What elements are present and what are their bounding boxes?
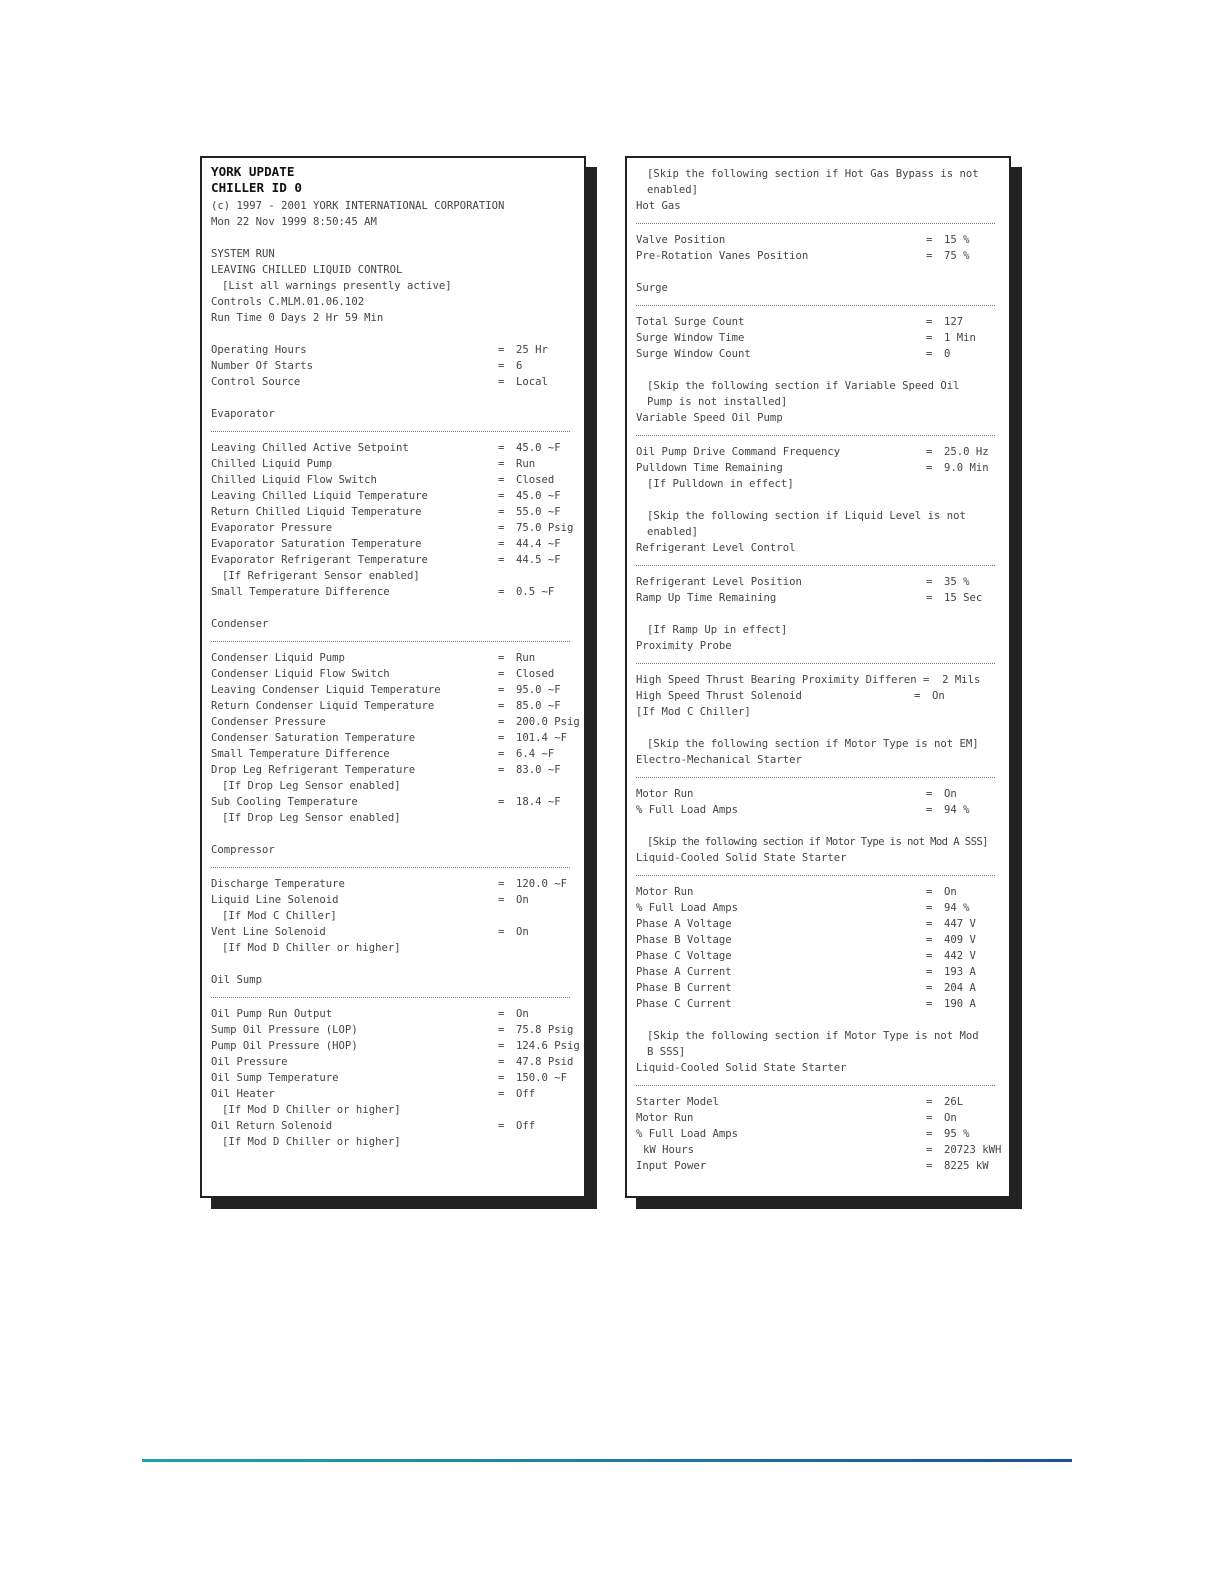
field-value: 200.0 Psig (516, 716, 580, 728)
field-label: Condenser Saturation Temperature (211, 732, 416, 744)
field-label: Discharge Temperature (211, 878, 345, 890)
text-line: Refrigerant Level Control (636, 542, 796, 554)
field-value: Off (516, 1120, 536, 1132)
field-label: Sump Oil Pressure (LOP) (211, 1024, 358, 1036)
section-divider (636, 305, 995, 306)
field-label: Surge Window Count (636, 348, 751, 360)
field-value: 44.5 ~F (516, 554, 561, 566)
note-line: [Skip the following section if Variable Speed Oil (647, 380, 960, 392)
field-value: 8225 kW (944, 1160, 989, 1172)
section-divider (211, 431, 570, 432)
field-label: Liquid Line Solenoid (211, 894, 339, 906)
equals-sign: = (914, 690, 921, 702)
equals-sign: = (926, 886, 933, 898)
text-line: High Speed Thrust Bearing Proximity Differen = 2 Mils (636, 674, 981, 686)
equals-sign: = (498, 1056, 505, 1068)
field-label: kW Hours (643, 1144, 695, 1156)
field-value: 45.0 ~F (516, 442, 561, 454)
field-value: On (516, 894, 529, 906)
field-label: Oil Sump Temperature (211, 1072, 339, 1084)
equals-sign: = (498, 764, 505, 776)
field-label: Phase A Voltage (636, 918, 732, 930)
field-label: Leaving Condenser Liquid Temperature (211, 684, 441, 696)
text-line: Electro-Mechanical Starter (636, 754, 802, 766)
equals-sign: = (498, 506, 505, 518)
equals-sign: = (926, 576, 933, 588)
field-label: Small Temperature Difference (211, 748, 390, 760)
text-line: Evaporator (211, 408, 275, 420)
field-value: 45.0 ~F (516, 490, 561, 502)
equals-sign: = (926, 804, 933, 816)
report-title: YORK UPDATE (211, 164, 295, 179)
field-value: 190 A (944, 998, 976, 1010)
field-value: 101.4 ~F (516, 732, 568, 744)
field-label: Return Chilled Liquid Temperature (211, 506, 422, 518)
field-value: 124.6 Psig (516, 1040, 580, 1052)
equals-sign: = (498, 1072, 505, 1084)
field-value: 18.4 ~F (516, 796, 561, 808)
field-label: Oil Pressure (211, 1056, 288, 1068)
field-label: Oil Pump Drive Command Frequency (636, 446, 841, 458)
equals-sign: = (926, 788, 933, 800)
section-divider (636, 435, 995, 436)
field-label: High Speed Thrust Solenoid (636, 690, 802, 702)
field-value: 25 Hr (516, 344, 548, 356)
equals-sign: = (926, 1144, 933, 1156)
field-label: Control Source (211, 376, 301, 388)
field-label: Phase B Current (636, 982, 732, 994)
note-line: [If Mod D Chiller or higher] (222, 1136, 401, 1148)
section-divider (636, 875, 995, 876)
note-line: enabled] (647, 526, 699, 538)
section-divider (636, 565, 995, 566)
field-label: Chilled Liquid Flow Switch (211, 474, 377, 486)
text-line: Compressor (211, 844, 275, 856)
chiller-id: CHILLER ID 0 (211, 180, 302, 195)
field-value: 15 % (944, 234, 970, 246)
field-label: % Full Load Amps (636, 902, 739, 914)
note-line: [If Mod D Chiller or higher] (222, 942, 401, 954)
equals-sign: = (498, 748, 505, 760)
equals-sign: = (498, 668, 505, 680)
field-label: Phase A Current (636, 966, 732, 978)
note-line: [If Ramp Up in effect] (647, 624, 788, 636)
field-value: 150.0 ~F (516, 1072, 568, 1084)
field-label: Starter Model (636, 1096, 719, 1108)
section-divider (211, 867, 570, 868)
equals-sign: = (498, 652, 505, 664)
equals-sign: = (926, 316, 933, 328)
text-line: Surge (636, 282, 668, 294)
equals-sign: = (926, 1160, 933, 1172)
field-value: On (932, 690, 945, 702)
field-label: Pre-Rotation Vanes Position (636, 250, 809, 262)
field-value: 95 % (944, 1128, 970, 1140)
field-value: 204 A (944, 982, 976, 994)
equals-sign: = (498, 716, 505, 728)
text-line: Hot Gas (636, 200, 681, 212)
field-label: Valve Position (636, 234, 726, 246)
right-report-panel (625, 156, 1011, 1198)
field-value: 20723 kWH (944, 1144, 1002, 1156)
field-label: Oil Heater (211, 1088, 275, 1100)
field-label: Refrigerant Level Position (636, 576, 802, 588)
equals-sign: = (498, 1024, 505, 1036)
field-value: 120.0 ~F (516, 878, 568, 890)
field-value: Closed (516, 474, 555, 486)
field-label: Sub Cooling Temperature (211, 796, 358, 808)
field-label: Total Surge Count (636, 316, 745, 328)
field-value: 6 (516, 360, 523, 372)
field-value: 1 Min (944, 332, 976, 344)
field-value: On (944, 1112, 957, 1124)
text-line: Run Time 0 Days 2 Hr 59 Min (211, 312, 384, 324)
field-label: Motor Run (636, 788, 694, 800)
text-line: LEAVING CHILLED LIQUID CONTROL (211, 264, 403, 276)
text-line: (c) 1997 - 2001 YORK INTERNATIONAL CORPORATION (211, 200, 505, 212)
equals-sign: = (926, 348, 933, 360)
equals-sign: = (926, 934, 933, 946)
section-divider (636, 777, 995, 778)
field-label: Motor Run (636, 886, 694, 898)
equals-sign: = (926, 1128, 933, 1140)
equals-sign: = (926, 918, 933, 930)
field-value: Run (516, 652, 536, 664)
note-line: B SSS] (647, 1046, 686, 1058)
field-value: 75.8 Psig (516, 1024, 574, 1036)
equals-sign: = (926, 902, 933, 914)
section-divider (636, 663, 995, 664)
note-line: [If Refrigerant Sensor enabled] (222, 570, 420, 582)
field-value: 35 % (944, 576, 970, 588)
field-label: Drop Leg Refrigerant Temperature (211, 764, 416, 776)
equals-sign: = (498, 538, 505, 550)
equals-sign: = (498, 732, 505, 744)
equals-sign: = (926, 234, 933, 246)
section-divider (636, 223, 995, 224)
field-value: 95.0 ~F (516, 684, 561, 696)
field-label: Evaporator Saturation Temperature (211, 538, 422, 550)
equals-sign: = (926, 966, 933, 978)
section-divider (211, 997, 570, 998)
field-label: Input Power (636, 1160, 707, 1172)
field-value: 25.0 Hz (944, 446, 989, 458)
note-line: [If Drop Leg Sensor enabled] (222, 780, 401, 792)
field-value: 94 % (944, 804, 970, 816)
field-value: 9.0 Min (944, 462, 989, 474)
text-line: Condenser (211, 618, 269, 630)
note-line: Pump is not installed] (647, 396, 788, 408)
field-value: 409 V (944, 934, 976, 946)
field-label: Pump Oil Pressure (HOP) (211, 1040, 358, 1052)
field-label: % Full Load Amps (636, 1128, 739, 1140)
text-line: Liquid-Cooled Solid State Starter (636, 852, 847, 864)
field-label: Motor Run (636, 1112, 694, 1124)
field-value: 0 (944, 348, 951, 360)
equals-sign: = (498, 684, 505, 696)
field-label: Phase C Voltage (636, 950, 732, 962)
text-line: Proximity Probe (636, 640, 732, 652)
field-value: 0.5 ~F (516, 586, 555, 598)
field-value: On (516, 1008, 529, 1020)
note-line: [If Mod C Chiller] (222, 910, 337, 922)
equals-sign: = (926, 982, 933, 994)
note-line: [Skip the following section if Liquid Level is not (647, 510, 966, 522)
equals-sign: = (498, 586, 505, 598)
field-label: Evaporator Refrigerant Temperature (211, 554, 428, 566)
field-value: Closed (516, 668, 555, 680)
section-divider (636, 1085, 995, 1086)
left-report-panel (200, 156, 586, 1198)
equals-sign: = (498, 458, 505, 470)
note-line: [Skip the following section if Motor Type is not Mod (647, 1030, 979, 1042)
field-label: Ramp Up Time Remaining (636, 592, 777, 604)
field-value: 47.8 Psid (516, 1056, 574, 1068)
equals-sign: = (926, 250, 933, 262)
note-line: [Skip the following section if Motor Type is not EM] (647, 738, 979, 750)
field-value: 55.0 ~F (516, 506, 561, 518)
text-line: Oil Sump (211, 974, 263, 986)
equals-sign: = (498, 700, 505, 712)
equals-sign: = (498, 1120, 505, 1132)
field-label: Operating Hours (211, 344, 307, 356)
field-value: 94 % (944, 902, 970, 914)
field-label: Condenser Liquid Flow Switch (211, 668, 390, 680)
note-line: [Skip the following section if Hot Gas Bypass is not (647, 168, 979, 180)
text-line: Mon 22 Nov 1999 8:50:45 AM (211, 216, 377, 228)
note-line: [If Pulldown in effect] (647, 478, 794, 490)
field-value: 15 Sec (944, 592, 983, 604)
field-value: 6.4 ~F (516, 748, 555, 760)
field-value: Off (516, 1088, 536, 1100)
equals-sign: = (498, 926, 505, 938)
text-line: SYSTEM RUN (211, 248, 275, 260)
text-line: Liquid-Cooled Solid State Starter (636, 1062, 847, 1074)
note-line: [Skip the following section if Motor Type is not Mod A SSS] (647, 836, 988, 848)
equals-sign: = (498, 894, 505, 906)
equals-sign: = (498, 376, 505, 388)
equals-sign: = (498, 1040, 505, 1052)
field-label: Small Temperature Difference (211, 586, 390, 598)
text-line: Controls C.MLM.01.06.102 (211, 296, 365, 308)
equals-sign: = (498, 360, 505, 372)
field-label: Leaving Chilled Liquid Temperature (211, 490, 428, 502)
field-label: Oil Pump Run Output (211, 1008, 333, 1020)
field-value: 85.0 ~F (516, 700, 561, 712)
field-value: 442 V (944, 950, 976, 962)
text-line: Variable Speed Oil Pump (636, 412, 783, 424)
equals-sign: = (498, 554, 505, 566)
field-label: Oil Return Solenoid (211, 1120, 333, 1132)
equals-sign: = (498, 796, 505, 808)
field-value: 75.0 Psig (516, 522, 574, 534)
equals-sign: = (926, 998, 933, 1010)
field-value: On (944, 788, 957, 800)
field-label: Evaporator Pressure (211, 522, 333, 534)
equals-sign: = (926, 1096, 933, 1108)
field-value: 447 V (944, 918, 976, 930)
field-value: 75 % (944, 250, 970, 262)
equals-sign: = (498, 1008, 505, 1020)
equals-sign: = (498, 1088, 505, 1100)
equals-sign: = (926, 462, 933, 474)
field-label: Return Condenser Liquid Temperature (211, 700, 435, 712)
field-label: Phase C Current (636, 998, 732, 1010)
field-label: % Full Load Amps (636, 804, 739, 816)
field-value: Local (516, 376, 548, 388)
field-label: Vent Line Solenoid (211, 926, 326, 938)
field-value: 83.0 ~F (516, 764, 561, 776)
equals-sign: = (926, 1112, 933, 1124)
field-label: Chilled Liquid Pump (211, 458, 333, 470)
field-label: Leaving Chilled Active Setpoint (211, 442, 409, 454)
note-line: [If Drop Leg Sensor enabled] (222, 812, 401, 824)
field-value: 127 (944, 316, 964, 328)
equals-sign: = (498, 878, 505, 890)
equals-sign: = (926, 446, 933, 458)
footer-rule (142, 1459, 1072, 1462)
note-line: [If Mod D Chiller or higher] (222, 1104, 401, 1116)
text-line: [If Mod C Chiller] (636, 706, 751, 718)
equals-sign: = (498, 344, 505, 356)
equals-sign: = (498, 522, 505, 534)
equals-sign: = (926, 950, 933, 962)
section-divider (211, 641, 570, 642)
note-line: enabled] (647, 184, 699, 196)
field-label: Number Of Starts (211, 360, 314, 372)
equals-sign: = (498, 490, 505, 502)
field-label: Surge Window Time (636, 332, 745, 344)
field-value: On (944, 886, 957, 898)
equals-sign: = (926, 332, 933, 344)
field-value: 44.4 ~F (516, 538, 561, 550)
field-value: 193 A (944, 966, 976, 978)
note-line: [List all warnings presently active] (222, 280, 452, 292)
field-value: Run (516, 458, 536, 470)
field-label: Pulldown Time Remaining (636, 462, 783, 474)
field-value: On (516, 926, 529, 938)
field-value: 26L (944, 1096, 964, 1108)
equals-sign: = (926, 592, 933, 604)
field-label: Condenser Pressure (211, 716, 326, 728)
field-label: Condenser Liquid Pump (211, 652, 345, 664)
equals-sign: = (498, 442, 505, 454)
equals-sign: = (498, 474, 505, 486)
field-label: Phase B Voltage (636, 934, 732, 946)
